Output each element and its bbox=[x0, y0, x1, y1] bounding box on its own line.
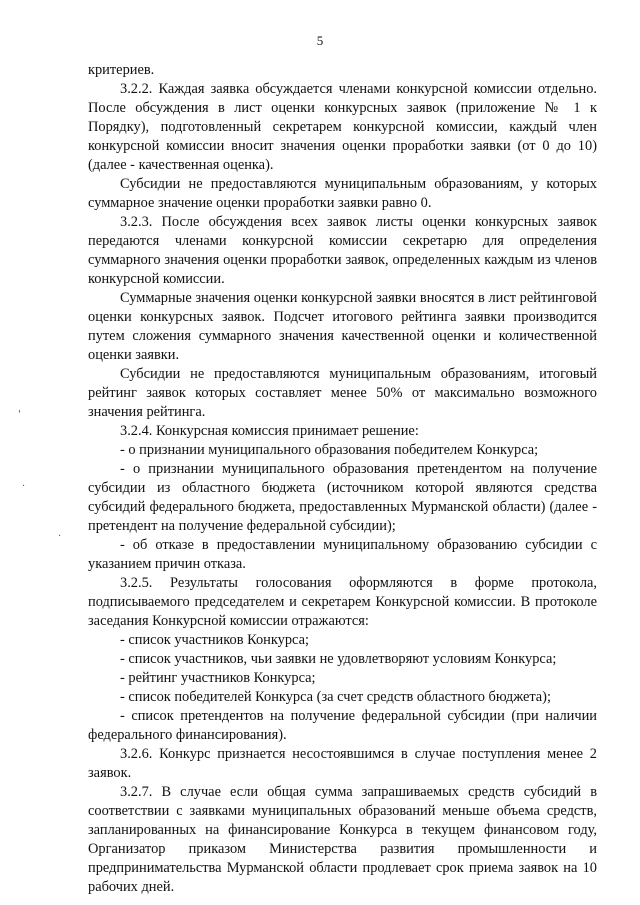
list-item-winner: - о признании муниципального образования победителем Конкурса; bbox=[120, 442, 539, 458]
paragraph-3-2-7: 3.2.7. В случае если общая сумма запрашиваемых средств субсидий в соответствии с заявками муниципальных образований меньше объема средств, запланированных на финансирование Конкурса в текущем финансовом году, Организатор приказом Министерства развития промышленности и предпринимательства Мурманской области продлевает срок приема заявок на 10 рабочих дней. bbox=[88, 784, 597, 895]
paragraph-subsidy-threshold: Субсидии не предоставляются муниципальным образованиям, итоговый рейтинг заявок которых составляет менее 50% от максимально возможного значения рейтинга. bbox=[88, 366, 597, 420]
list-item-federal-candidate: - о признании муниципального образования претендентом на получение субсидии из областного бюджета (источником которой являются средства субсидий федерального бюджета, предоставленных Мурманской области) (далее - претендент на получение федеральной субсидии); bbox=[88, 461, 597, 534]
list-item-winners: - список победителей Конкурса (за счет средств областного бюджета); bbox=[120, 689, 551, 705]
paragraph-total-rating: Суммарные значения оценки конкурсной заявки вносятся в лист рейтинговой оценки конкурсных заявок. Подсчет итогового рейтинга заявки производится путем сложения суммарного значения качественной оценки и количественной оценки заявки. bbox=[88, 290, 597, 363]
scan-speck: · bbox=[58, 531, 62, 542]
page-number: 5 bbox=[316, 33, 324, 48]
list-item-federal-candidates: - список претендентов на получение федеральной субсидии (при наличии федерального финансирования). bbox=[88, 708, 597, 743]
list-item-participants: - список участников Конкурса; bbox=[120, 632, 310, 648]
paragraph-3-2-2: 3.2.2. Каждая заявка обсуждается членами конкурсной комиссии отдельно. После обсуждения в лист оценки конкурсных заявок (приложение № 1 к Порядку), подготовленный секретарем конкурсной комиссии, каждый член конкурсной комиссии вносит значения оценки проработки заявки (от 0 до 10) (далее - качественная оценка). bbox=[88, 81, 597, 173]
list-item-rating: - рейтинг участников Конкурса; bbox=[120, 670, 316, 686]
body-text bbox=[88, 61, 597, 897]
paragraph-3-2-3: 3.2.3. После обсуждения всех заявок листы оценки конкурсных заявок передаются членами конкурсной комиссии секретарю для определения суммарного значения оценки проработки заявок, определенных каждым из членов конкурсной комиссии. bbox=[88, 214, 597, 287]
list-item-refusal: - об отказе в предоставлении муниципальному образованию субсидии с указанием причин отказа. bbox=[88, 537, 597, 572]
paragraph-3-2-5: 3.2.5. Результаты голосования оформляются в форме протокола, подписываемого председателем и секретарем Конкурсной комиссии. В протоколе заседания Конкурсной комиссии отражаются: bbox=[88, 575, 597, 629]
scan-speck: · bbox=[22, 481, 26, 492]
paragraph-3-2-6: 3.2.6. Конкурс признается несостоявшимся в случае поступления менее 2 заявок. bbox=[88, 746, 597, 781]
paragraph-subsidy-zero-score: Субсидии не предоставляются муниципальным образованиям, у которых суммарное значение оценки проработки заявки равно 0. bbox=[88, 176, 597, 211]
paragraph-continuation: критериев. bbox=[88, 62, 155, 78]
scan-speck: ' bbox=[18, 409, 21, 420]
list-item-nonconforming: - список участников, чьи заявки не удовлетворяют условиям Конкурса; bbox=[120, 651, 557, 667]
paragraph-3-2-4: 3.2.4. Конкурсная комиссия принимает решение: bbox=[120, 423, 419, 439]
